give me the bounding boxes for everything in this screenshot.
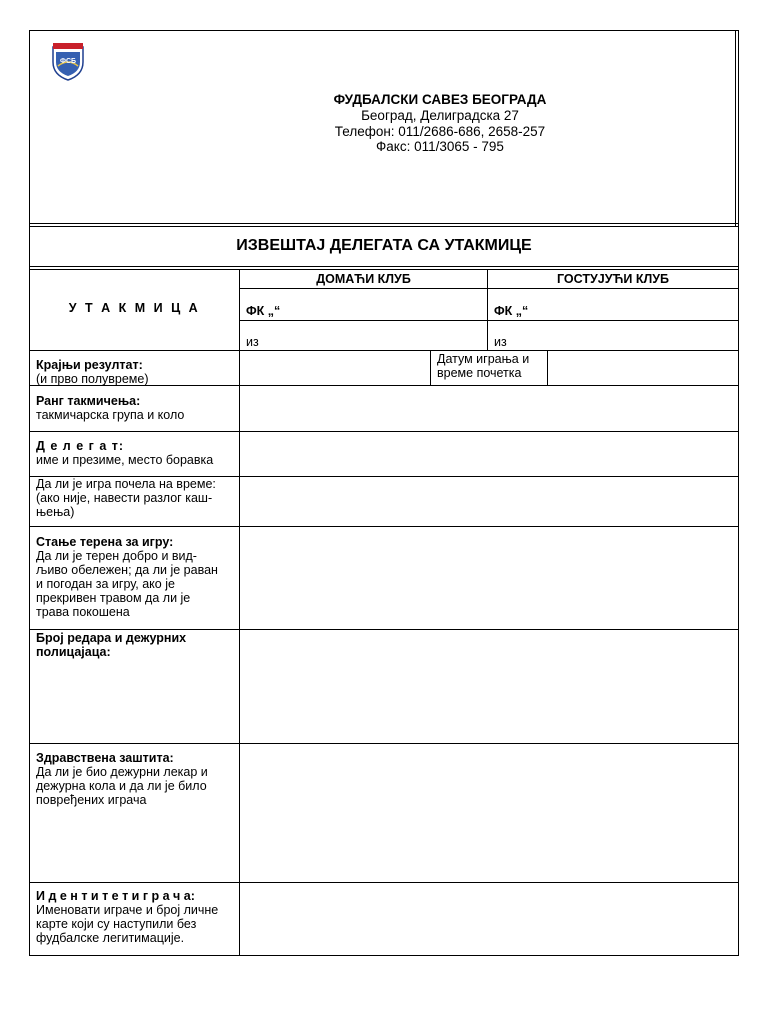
row-health-title: Здравствена заштита:	[36, 751, 174, 765]
date-time-field[interactable]	[548, 351, 738, 385]
row-result-title: Крајњи резултат:	[36, 358, 143, 372]
rule-title-top-2	[29, 226, 739, 227]
away-club-header: ГОСТУЈУЋИ КЛУБ	[556, 272, 670, 286]
match-label: У Т А К М И Ц А	[68, 301, 201, 315]
row-identity-sub: Именовати играче и број личне карте који су наступили без фудбалске легитимације.	[36, 903, 219, 945]
row-delegate-sub: име и презиме, место боравка	[36, 453, 214, 467]
row-rank-sub: такмичарска група и коло	[36, 408, 185, 422]
home-club-name: ФК „“	[246, 304, 281, 318]
row-delegate-title: Д е л е г а т:	[36, 439, 125, 453]
home-club-from: из	[246, 335, 259, 349]
result-field[interactable]	[240, 351, 430, 385]
home-club-header: ДОМАЋИ КЛУБ	[316, 272, 411, 286]
frame-top	[29, 30, 739, 31]
away-club-name: ФК „“	[494, 304, 529, 318]
frame-right-inner	[735, 30, 736, 226]
row-pitch-title: Стање терена за игру:	[36, 535, 174, 549]
rule-title-bottom-2	[29, 269, 739, 270]
away-club-from: из	[494, 335, 507, 349]
row-identity-title: И д е н т и т е т и г р а ч а:	[36, 889, 195, 903]
date-time-label: Датум играња и време почетка	[437, 352, 530, 380]
away-club-field[interactable]	[488, 289, 738, 350]
delegate-field[interactable]	[240, 432, 738, 476]
form-title: ИЗВЕШТАЈ ДЕЛЕГАТА СА УТАКМИЦЕ	[236, 237, 532, 254]
rank-field[interactable]	[240, 386, 738, 431]
rule-title-bottom	[29, 266, 739, 267]
row-pitch-sub: Да ли је терен добро и вид- љиво обележен; да ли је раван и погодан за игру, ако је прекривен травом да ли је трава покошена	[36, 549, 218, 619]
fsb-logo	[50, 40, 86, 82]
start-time-field[interactable]	[240, 477, 738, 526]
frame-right	[738, 30, 739, 956]
logo-text: ФСБ	[59, 58, 77, 65]
stewards-field[interactable]	[240, 630, 738, 743]
row-result-sub: (и прво полувреме)	[36, 372, 149, 386]
org-address: Београд, Делиградска 27	[361, 108, 519, 123]
frame-left	[29, 30, 30, 956]
row-health-sub: Да ли је био дежурни лекар и дежурна кола и да ли је било повређених играча	[36, 765, 208, 807]
pitch-field[interactable]	[240, 527, 738, 629]
frame-bottom	[29, 955, 739, 956]
org-fax: Факс: 011/3065 - 795	[376, 139, 504, 154]
rule-title-top	[29, 223, 739, 224]
row-stewards-title: Број редара и дежурних полицајаца:	[36, 631, 187, 659]
row-rank-title: Ранг такмичења:	[36, 394, 141, 408]
org-phone: Телефон: 011/2686-686, 2658-257	[334, 124, 546, 139]
home-club-field[interactable]	[240, 289, 487, 350]
identity-field[interactable]	[240, 883, 738, 955]
health-field[interactable]	[240, 744, 738, 882]
row-start-time-sub: Да ли је игра почела на време: (ако није, навести разлог каш- њења)	[36, 477, 216, 519]
shield-icon	[50, 40, 86, 82]
org-name: ФУДБАЛСКИ САВЕЗ БЕОГРАДА	[333, 92, 547, 107]
date-label-left-divider	[430, 350, 431, 385]
